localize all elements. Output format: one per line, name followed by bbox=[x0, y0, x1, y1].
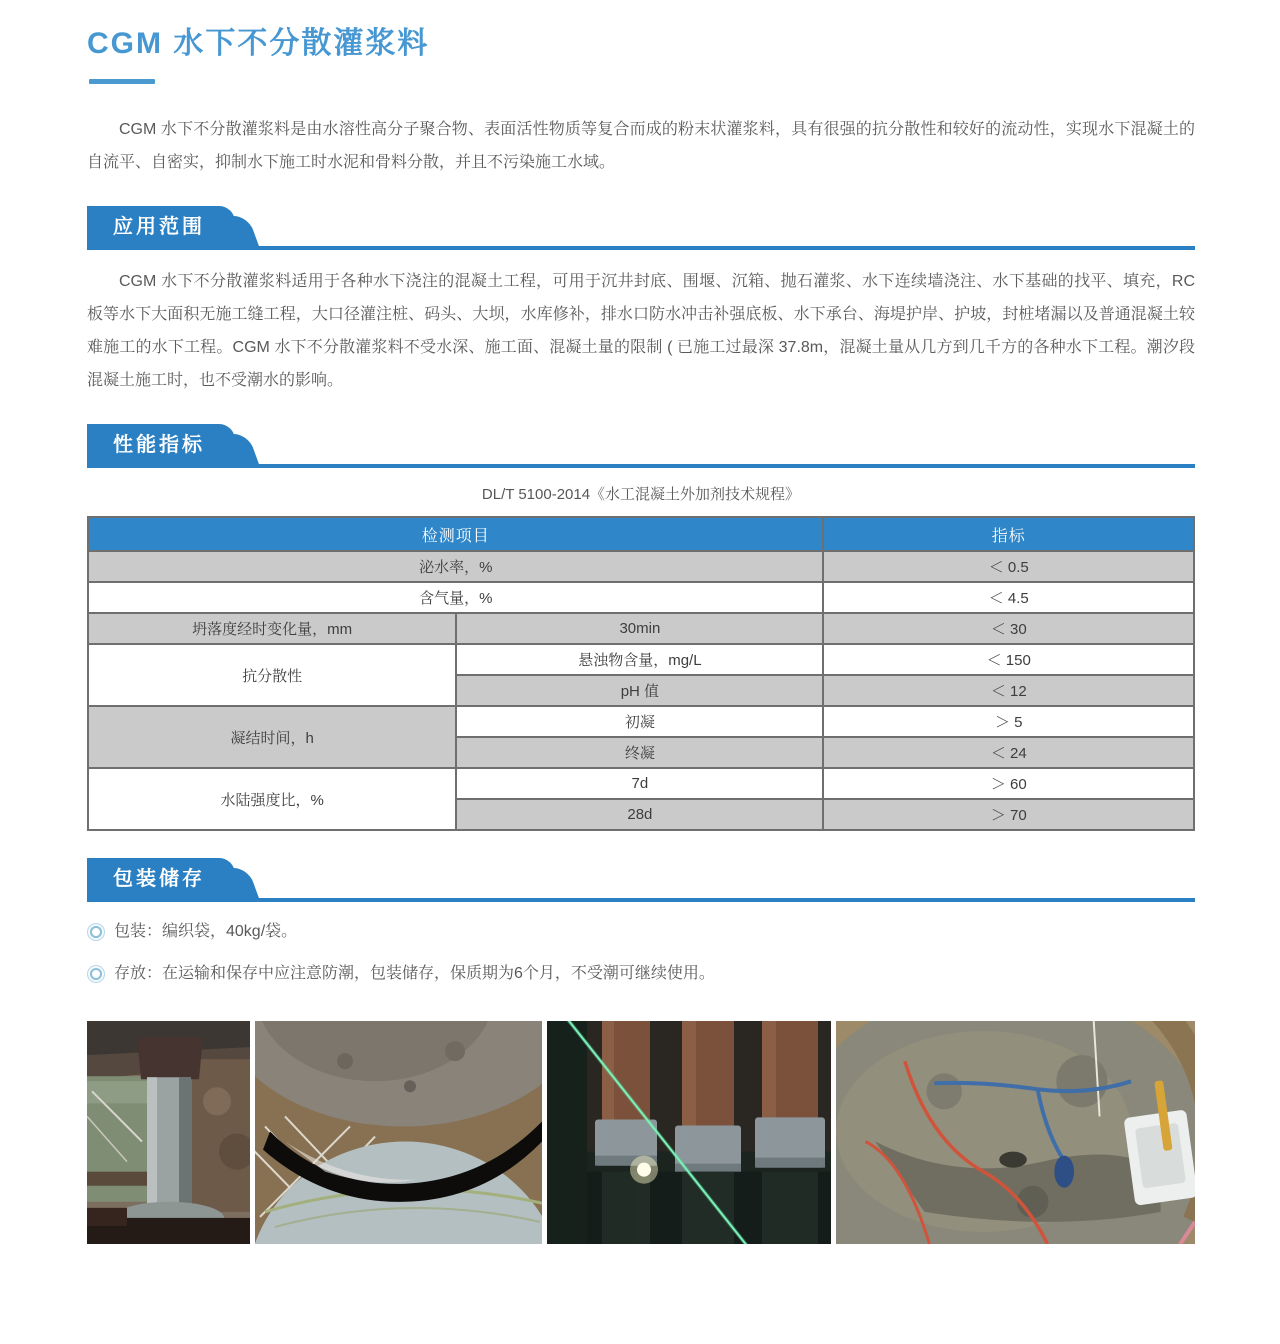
cell-subitem: 30min bbox=[456, 613, 823, 644]
application-paragraph: CGM 水下不分散灌浆料适用于各种水下浇注的混凝土工程，可用于沉井封底、围堰、沉箱、抛石灌浆、水下连续墙浇注、水下基础的找平、填充，RC 板等水下大面积无施工缝工程，大口径灌注桩、码头、大坝，水库修补，排水口防水冲击补强底板、水下承台、海堤护岸、护坡，封桩堵漏以及普通混凝土较难施工的水下工程。CGM 水下不分散灌浆料不受水深、施工面、混凝土量的限制 ( 已施工过最深 37.8m，混凝土量从几方到几千方的各种水下工程。潮汐段混凝土施工时，也不受潮水的影响。 bbox=[87, 273, 1195, 389]
cell-subitem: 28d bbox=[456, 799, 823, 830]
page-title: CGM 水下不分散灌浆料 bbox=[87, 27, 430, 60]
cell-subitem: 初凝 bbox=[456, 706, 823, 737]
photo-bridge-pier-column bbox=[87, 1021, 250, 1244]
col-header-item: 检测项目 bbox=[88, 517, 823, 551]
cell-item: 坍落度经时变化量，mm bbox=[88, 613, 456, 644]
photo-cofferdam-topdown bbox=[836, 1021, 1195, 1244]
cell-value: ＜ 24 bbox=[823, 737, 1194, 768]
cell-item: 抗分散性 bbox=[88, 644, 456, 706]
list-item bbox=[87, 915, 1195, 948]
list-item bbox=[87, 957, 1195, 990]
photo-strip bbox=[87, 1021, 1195, 1244]
section-header-storage bbox=[87, 858, 1195, 902]
cell-subitem: pH 值 bbox=[456, 675, 823, 706]
bullet-text-packaging: 包装：编织袋，40kg/袋。 bbox=[114, 923, 298, 940]
col-header-value: 指标 bbox=[823, 517, 1194, 551]
double-circle-icon bbox=[90, 968, 102, 980]
cell-item: 凝结时间，h bbox=[88, 706, 456, 768]
table-row bbox=[88, 768, 1194, 799]
cell-value: ＜ 30 bbox=[823, 613, 1194, 644]
intro-paragraph: CGM 水下不分散灌浆料是由水溶性高分子聚合物、表面活性物质等复合而成的粉末状灌浆料，具有很强的抗分散性和较好的流动性，实现水下混凝土的自流平、自密实，抑制水下施工时水泥和骨料分散，并且不污染施工水域。 bbox=[87, 121, 1195, 171]
cell-value: ＞ 70 bbox=[823, 799, 1194, 830]
cell-value: ＜ 150 bbox=[823, 644, 1194, 675]
table-header-row bbox=[88, 517, 1194, 551]
section-header-performance bbox=[87, 424, 1195, 468]
table-row bbox=[88, 551, 1194, 582]
cell-subitem: 7d bbox=[456, 768, 823, 799]
photo-concrete-pile-closeup bbox=[255, 1021, 542, 1244]
cell-value: ＜ 0.5 bbox=[823, 551, 1194, 582]
storage-bullet-list bbox=[87, 915, 1195, 990]
section-badge-performance: 性能指标 bbox=[87, 424, 235, 464]
photo-night-piers-laser bbox=[547, 1021, 831, 1244]
cell-value: ＞ 60 bbox=[823, 768, 1194, 799]
table-row bbox=[88, 706, 1194, 737]
cell-value: ＜ 12 bbox=[823, 675, 1194, 706]
cell-item: 含气量，% bbox=[88, 582, 823, 613]
section-header-application bbox=[87, 206, 1195, 250]
section-badge-storage: 包装储存 bbox=[87, 858, 235, 898]
cell-item: 水陆强度比，% bbox=[88, 768, 456, 830]
table-row bbox=[88, 582, 1194, 613]
standard-reference-note: DL/T 5100-2014《水工混凝土外加剂技术规程》 bbox=[481, 486, 801, 503]
bullet-text-storage: 存放：在运输和保存中应注意防潮，包装储存，保质期为6个月，不受潮可继续使用。 bbox=[114, 965, 715, 982]
cell-value: ＜ 4.5 bbox=[823, 582, 1194, 613]
cell-subitem: 终凝 bbox=[456, 737, 823, 768]
cell-value: ＞ 5 bbox=[823, 706, 1194, 737]
cell-item: 泌水率，% bbox=[88, 551, 823, 582]
table-row bbox=[88, 613, 1194, 644]
section-badge-application: 应用范围 bbox=[87, 206, 235, 246]
performance-table bbox=[87, 516, 1195, 831]
double-circle-icon bbox=[90, 926, 102, 938]
title-underline bbox=[89, 79, 155, 84]
cell-subitem: 悬浊物含量，mg/L bbox=[456, 644, 823, 675]
table-row bbox=[88, 644, 1194, 675]
